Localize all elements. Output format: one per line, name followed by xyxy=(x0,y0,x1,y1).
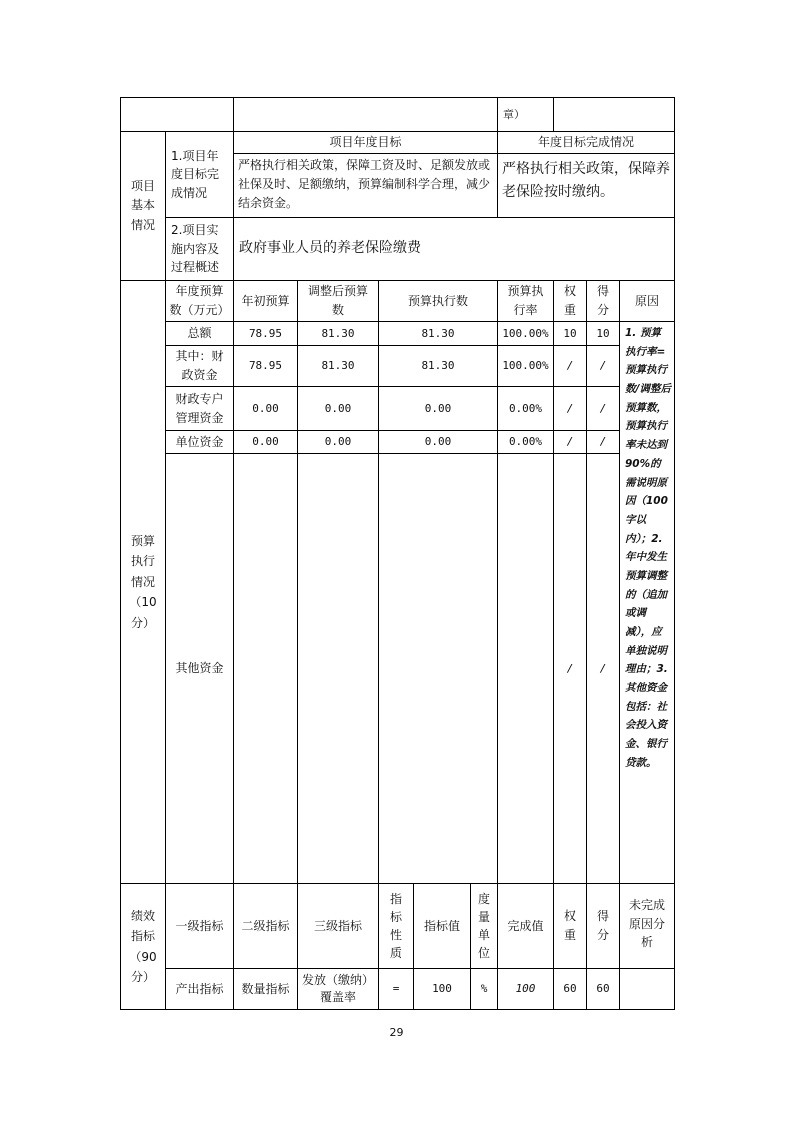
header-adjusted xyxy=(297,280,379,322)
perf-row-nature: = xyxy=(378,968,414,1010)
row-total-score: 10 xyxy=(586,321,620,346)
row-special-weight: / xyxy=(553,386,587,431)
header-rate xyxy=(497,280,554,322)
header-weight xyxy=(553,280,587,322)
perf-header-value: 指标值 xyxy=(413,883,471,969)
row-special-label-text: 财政专户 管理资金 xyxy=(175,391,224,425)
perf-header-weight-text: 权 重 xyxy=(563,909,576,942)
perf-header-nature xyxy=(378,883,414,969)
row-fiscal-label xyxy=(165,345,234,387)
perf-row-level3 xyxy=(297,968,379,1010)
perf-row-level2: 数量指标 xyxy=(233,968,298,1010)
row-special-label xyxy=(165,386,234,431)
perf-header-reason xyxy=(619,883,675,969)
budget-section-label xyxy=(120,280,166,884)
header-executed: 预算执行数 xyxy=(378,280,498,322)
perf-header-reason-text: 未完成 原因分 析 xyxy=(628,898,665,950)
row-total-initial: 78.95 xyxy=(233,321,298,346)
perf-header-unit-text: 度量单位 xyxy=(477,892,490,960)
row-other-weight: / xyxy=(553,453,587,884)
row-special-score: / xyxy=(586,386,620,431)
goal-text: 严格执行相关政策，保障工资及时、足额发放或社保及时、足额缴纳，预算编制科学合理，减少结余资金。 xyxy=(233,153,498,218)
row-total-adjusted: 81.30 xyxy=(297,321,379,346)
row-other-initial xyxy=(233,453,298,884)
row-total-label: 总额 xyxy=(165,321,234,346)
row-unit-executed: 0.00 xyxy=(378,430,498,454)
header-blank-cell-3 xyxy=(553,97,675,132)
perf-row-achieved: 100 xyxy=(497,968,554,1010)
row-fiscal-initial: 78.95 xyxy=(233,345,298,387)
perf-row-unit: % xyxy=(470,968,498,1010)
header-blank-cell-1 xyxy=(120,97,234,132)
budget-section-text: 预算 执行 情况 （10 分） xyxy=(129,534,157,630)
perf-header-achieved: 完成值 xyxy=(497,883,554,969)
row-other-rate xyxy=(497,453,554,884)
row-special-initial: 0.00 xyxy=(233,386,298,431)
perf-header-level3: 三级指标 xyxy=(297,883,379,969)
perf-row-score: 60 xyxy=(586,968,620,1010)
completion-text: 严格执行相关政策，保障养老保险按时缴纳。 xyxy=(497,153,675,218)
row-fiscal-rate: 100.00% xyxy=(497,345,554,387)
header-score-text: 得 分 xyxy=(596,284,609,317)
row-total-weight: 10 xyxy=(553,321,587,346)
page-number: 29 xyxy=(389,1026,404,1039)
reason-notes xyxy=(619,321,675,884)
row-special-rate: 0.00% xyxy=(497,386,554,431)
goal-label-text: 1.项目年 度目标完 成情况 xyxy=(171,148,220,200)
row-unit-rate: 0.00% xyxy=(497,430,554,454)
perf-header-level2: 二级指标 xyxy=(233,883,298,969)
row-other-adjusted xyxy=(297,453,379,884)
row-special-executed: 0.00 xyxy=(378,386,498,431)
row-fiscal-executed: 81.30 xyxy=(378,345,498,387)
content-label xyxy=(165,217,234,281)
perf-row-value: 100 xyxy=(413,968,471,1010)
header-annual-budget-text: 年度预算 数（万元） xyxy=(169,284,230,317)
row-other-executed xyxy=(378,453,498,884)
perf-header-level1: 一级指标 xyxy=(165,883,234,969)
header-annual-budget xyxy=(165,280,234,322)
reason-notes-text: 1. 预算执行率=预算执行数/调整后预算数，预算执行率未达到 90%的需说明原因（100字以内）；2. 年中发生预算调整的（追加或调减），应单独说明理由；3. 其他资金包括：社会投入资金、银行贷款。 xyxy=(625,327,671,769)
row-special-adjusted: 0.00 xyxy=(297,386,379,431)
header-rate-text: 预算执 行率 xyxy=(507,284,544,317)
row-other-label: 其他资金 xyxy=(165,453,234,884)
row-total-rate: 100.00% xyxy=(497,321,554,346)
perf-header-weight xyxy=(553,883,587,969)
row-unit-initial: 0.00 xyxy=(233,430,298,454)
header-score xyxy=(586,280,620,322)
row-fiscal-score: / xyxy=(586,345,620,387)
row-fiscal-label-text: 其中：财 政资金 xyxy=(175,349,224,382)
content-label-text: 2.项目实 施内容及 过程概述 xyxy=(171,223,220,275)
performance-section-text: 绩效 指标 （90 分） xyxy=(129,908,157,984)
seal-label: 章） xyxy=(497,97,554,132)
performance-section-label xyxy=(120,883,166,1010)
perf-header-nature-text: 指标性质 xyxy=(389,892,402,960)
row-total-executed: 81.30 xyxy=(378,321,498,346)
perf-header-score-text: 得 分 xyxy=(596,909,609,942)
row-unit-adjusted: 0.00 xyxy=(297,430,379,454)
header-reason: 原因 xyxy=(619,280,675,322)
row-fiscal-adjusted: 81.30 xyxy=(297,345,379,387)
perf-header-score xyxy=(586,883,620,969)
goal-header: 项目年度目标 xyxy=(233,131,498,154)
row-unit-score: / xyxy=(586,430,620,454)
goal-label xyxy=(165,131,234,218)
header-blank-cell-2 xyxy=(233,97,498,132)
perf-row-weight: 60 xyxy=(553,968,587,1010)
perf-row-level3-text: 发放（缴纳） 覆盖率 xyxy=(301,973,374,1004)
row-fiscal-weight: / xyxy=(553,345,587,387)
row-unit-label: 单位资金 xyxy=(165,430,234,454)
basic-info-section-text: 项目 基本 情况 xyxy=(130,179,155,232)
perf-row-level1: 产出指标 xyxy=(165,968,234,1010)
completion-header: 年度目标完成情况 xyxy=(497,131,675,154)
header-adjusted-text: 调整后预算 数 xyxy=(307,284,368,317)
header-weight-text: 权 重 xyxy=(563,284,576,317)
header-initial: 年初预算 xyxy=(233,280,298,322)
basic-info-section-label xyxy=(120,131,166,281)
row-unit-weight: / xyxy=(553,430,587,454)
row-other-score: / xyxy=(586,453,620,884)
perf-header-unit xyxy=(470,883,498,969)
content-text: 政府事业人员的养老保险缴费 xyxy=(233,217,675,281)
perf-row-reason xyxy=(619,968,675,1010)
